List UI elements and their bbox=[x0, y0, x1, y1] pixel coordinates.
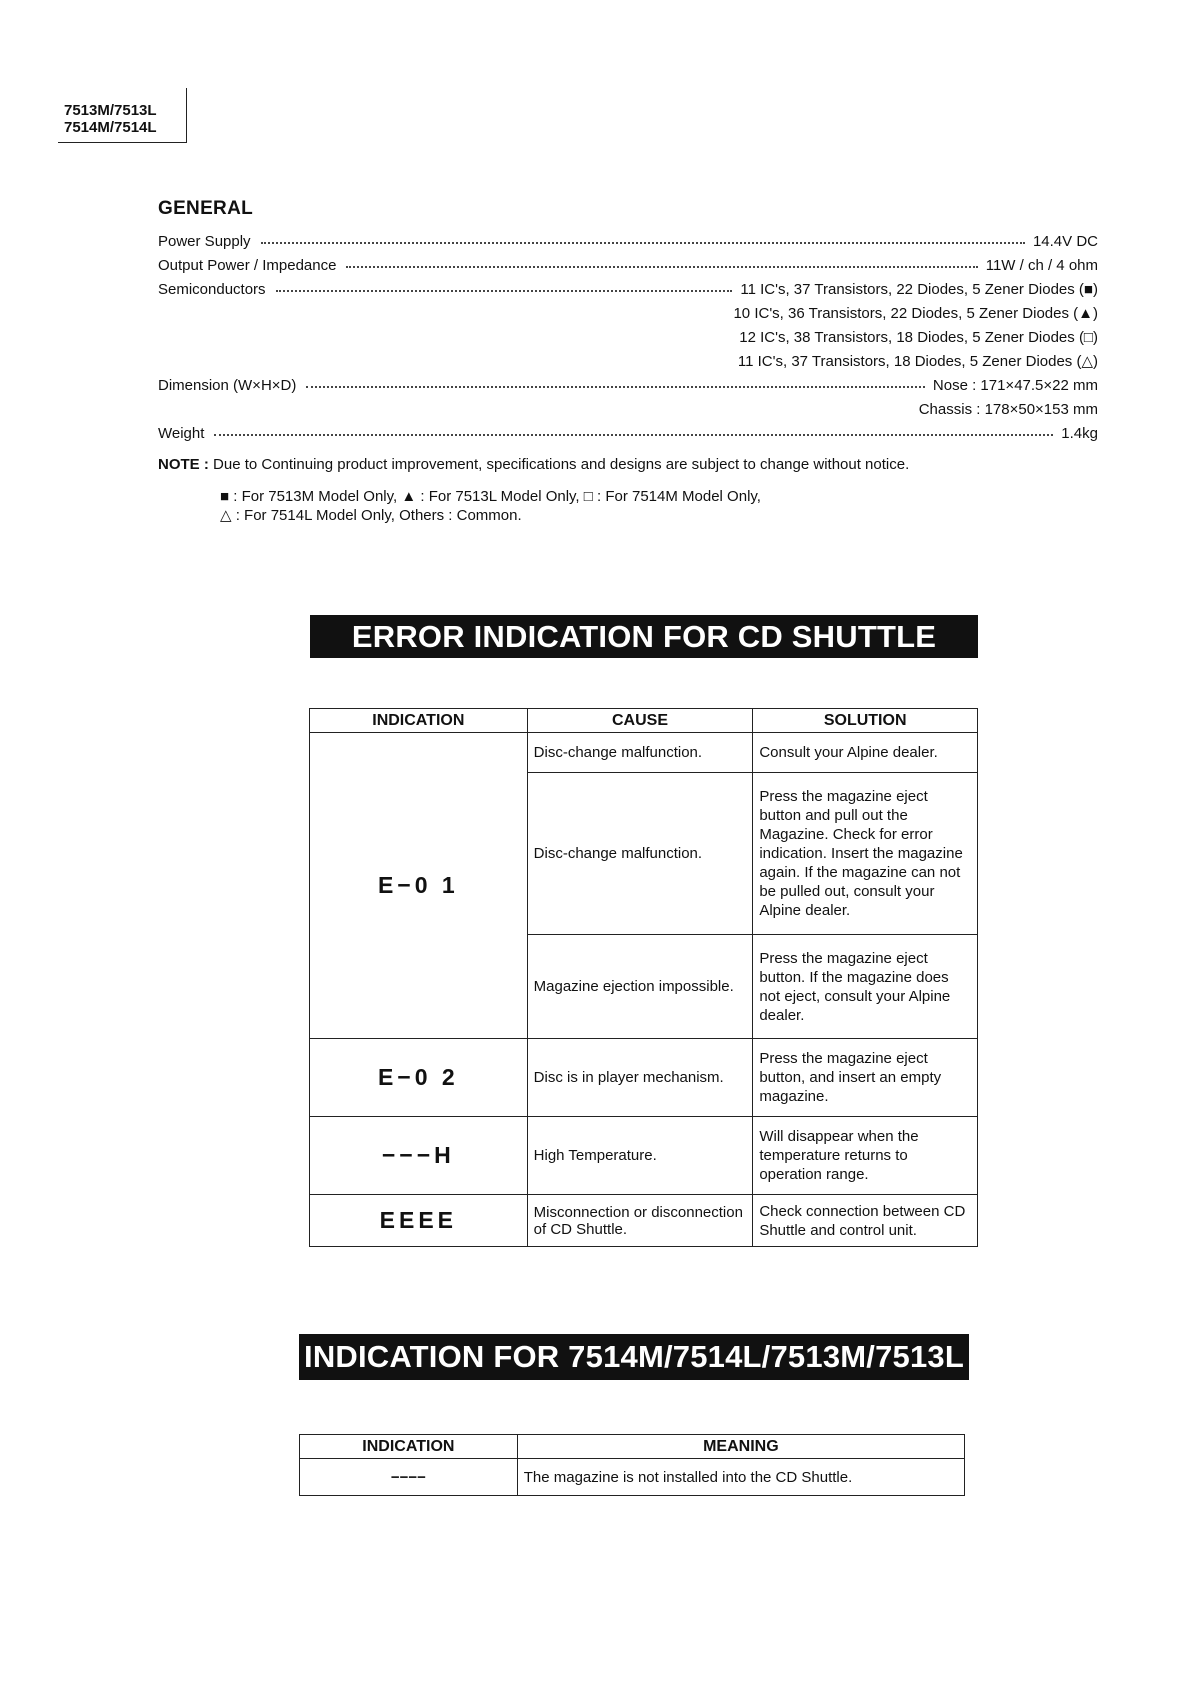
solution-cell: Press the magazine eject button, and insert an empty magazine. bbox=[753, 1039, 978, 1117]
header-solution: SOLUTION bbox=[753, 709, 978, 733]
spec-row-semiconductors bbox=[158, 274, 1098, 298]
spec-row-power-supply bbox=[158, 226, 1098, 250]
spec-label: Output Power / Impedance bbox=[158, 257, 337, 274]
table-row bbox=[310, 1195, 978, 1247]
spec-label: Weight bbox=[158, 425, 205, 442]
leader-dots bbox=[346, 266, 977, 268]
leader-dots bbox=[214, 434, 1053, 436]
spec-value: 11 IC's, 37 Transistors, 18 Diodes, 5 Zener Diodes (△) bbox=[737, 353, 1098, 370]
indication-cell: E−0 2 bbox=[310, 1039, 528, 1117]
indication-cell: E−0 1 bbox=[310, 733, 528, 1039]
model-legend bbox=[220, 487, 1098, 525]
spec-continuation bbox=[158, 322, 1098, 346]
legend-line: △ : For 7514L Model Only, Others : Common. bbox=[220, 507, 522, 524]
indication-section-title: INDICATION FOR 7514M/7514L/7513M/7513L bbox=[299, 1334, 969, 1380]
note bbox=[158, 456, 1098, 473]
header-indication: INDICATION bbox=[310, 709, 528, 733]
error-indication-table bbox=[309, 708, 978, 1247]
table-row bbox=[310, 733, 978, 773]
model-line-2: 7514M/7514L bbox=[64, 119, 157, 136]
solution-cell: Check connection between CD Shuttle and control unit. bbox=[753, 1195, 978, 1247]
indication-cell: EEEE bbox=[310, 1195, 528, 1247]
table-row bbox=[310, 1039, 978, 1117]
note-text: Due to Continuing product improvement, specifications and designs are subject to change without notice. bbox=[213, 456, 910, 473]
spec-row-dimension bbox=[158, 370, 1098, 394]
spec-label: Power Supply bbox=[158, 233, 251, 250]
spec-value: Chassis : 178×50×153 mm bbox=[918, 401, 1098, 418]
solution-cell: Consult your Alpine dealer. bbox=[753, 733, 978, 773]
cause-cell: Disc is in player mechanism. bbox=[527, 1039, 753, 1117]
indication-cell: −−−− bbox=[300, 1459, 518, 1496]
legend-line: ■ : For 7513M Model Only, ▲ : For 7513L Model Only, □ : For 7514M Model Only, bbox=[220, 488, 761, 505]
spec-continuation bbox=[158, 346, 1098, 370]
error-section-title: ERROR INDICATION FOR CD SHUTTLE bbox=[310, 615, 978, 658]
solution-cell: Will disappear when the temperature returns to operation range. bbox=[753, 1117, 978, 1195]
header-meaning: MEANING bbox=[517, 1435, 964, 1459]
model-line-1: 7513M/7513L bbox=[64, 102, 157, 119]
spec-value: 1.4kg bbox=[1061, 425, 1098, 442]
spec-continuation bbox=[158, 298, 1098, 322]
indication-cell: −−−H bbox=[310, 1117, 528, 1195]
spec-value: 14.4V DC bbox=[1032, 233, 1098, 250]
model-number-box bbox=[58, 88, 187, 143]
cause-cell: Magazine ejection impossible. bbox=[527, 935, 753, 1039]
spec-label: Semiconductors bbox=[158, 281, 266, 298]
general-specifications bbox=[158, 198, 1098, 525]
spec-value: 11 IC's, 37 Transistors, 22 Diodes, 5 Zener Diodes (■) bbox=[740, 281, 1098, 298]
indication-meaning-table bbox=[299, 1434, 965, 1496]
header-indication: INDICATION bbox=[300, 1435, 518, 1459]
spec-row-output-power bbox=[158, 250, 1098, 274]
spec-continuation bbox=[158, 394, 1098, 418]
header-cause: CAUSE bbox=[527, 709, 753, 733]
spec-value: 10 IC's, 36 Transistors, 22 Diodes, 5 Zener Diodes (▲) bbox=[733, 305, 1098, 322]
leader-dots bbox=[306, 386, 925, 388]
cause-cell: Misconnection or disconnection of CD Shuttle. bbox=[527, 1195, 753, 1247]
table-row bbox=[310, 1117, 978, 1195]
general-title: GENERAL bbox=[158, 198, 253, 219]
solution-cell: Press the magazine eject button and pull out the Magazine. Check for error indication. Insert the magazine again. If the magazine can not be pulled out, consult your Alpine dealer. bbox=[753, 773, 978, 935]
leader-dots bbox=[276, 290, 733, 292]
spec-value: 11W / ch / 4 ohm bbox=[985, 257, 1098, 274]
solution-cell: Press the magazine eject button. If the magazine does not eject, consult your Alpine dealer. bbox=[753, 935, 978, 1039]
spec-row-weight bbox=[158, 418, 1098, 442]
table-row bbox=[300, 1459, 965, 1496]
spec-label: Dimension (W×H×D) bbox=[158, 377, 297, 394]
cause-cell: Disc-change malfunction. bbox=[527, 733, 753, 773]
cause-cell: Disc-change malfunction. bbox=[527, 773, 753, 935]
note-label: NOTE : bbox=[158, 456, 209, 473]
leader-dots bbox=[261, 242, 1025, 244]
spec-value: Nose : 171×47.5×22 mm bbox=[932, 377, 1098, 394]
table-header-row bbox=[310, 709, 978, 733]
meaning-cell: The magazine is not installed into the CD Shuttle. bbox=[517, 1459, 964, 1496]
spec-value: 12 IC's, 38 Transistors, 18 Diodes, 5 Zener Diodes (□) bbox=[739, 329, 1098, 346]
cause-cell: High Temperature. bbox=[527, 1117, 753, 1195]
table-header-row bbox=[300, 1435, 965, 1459]
